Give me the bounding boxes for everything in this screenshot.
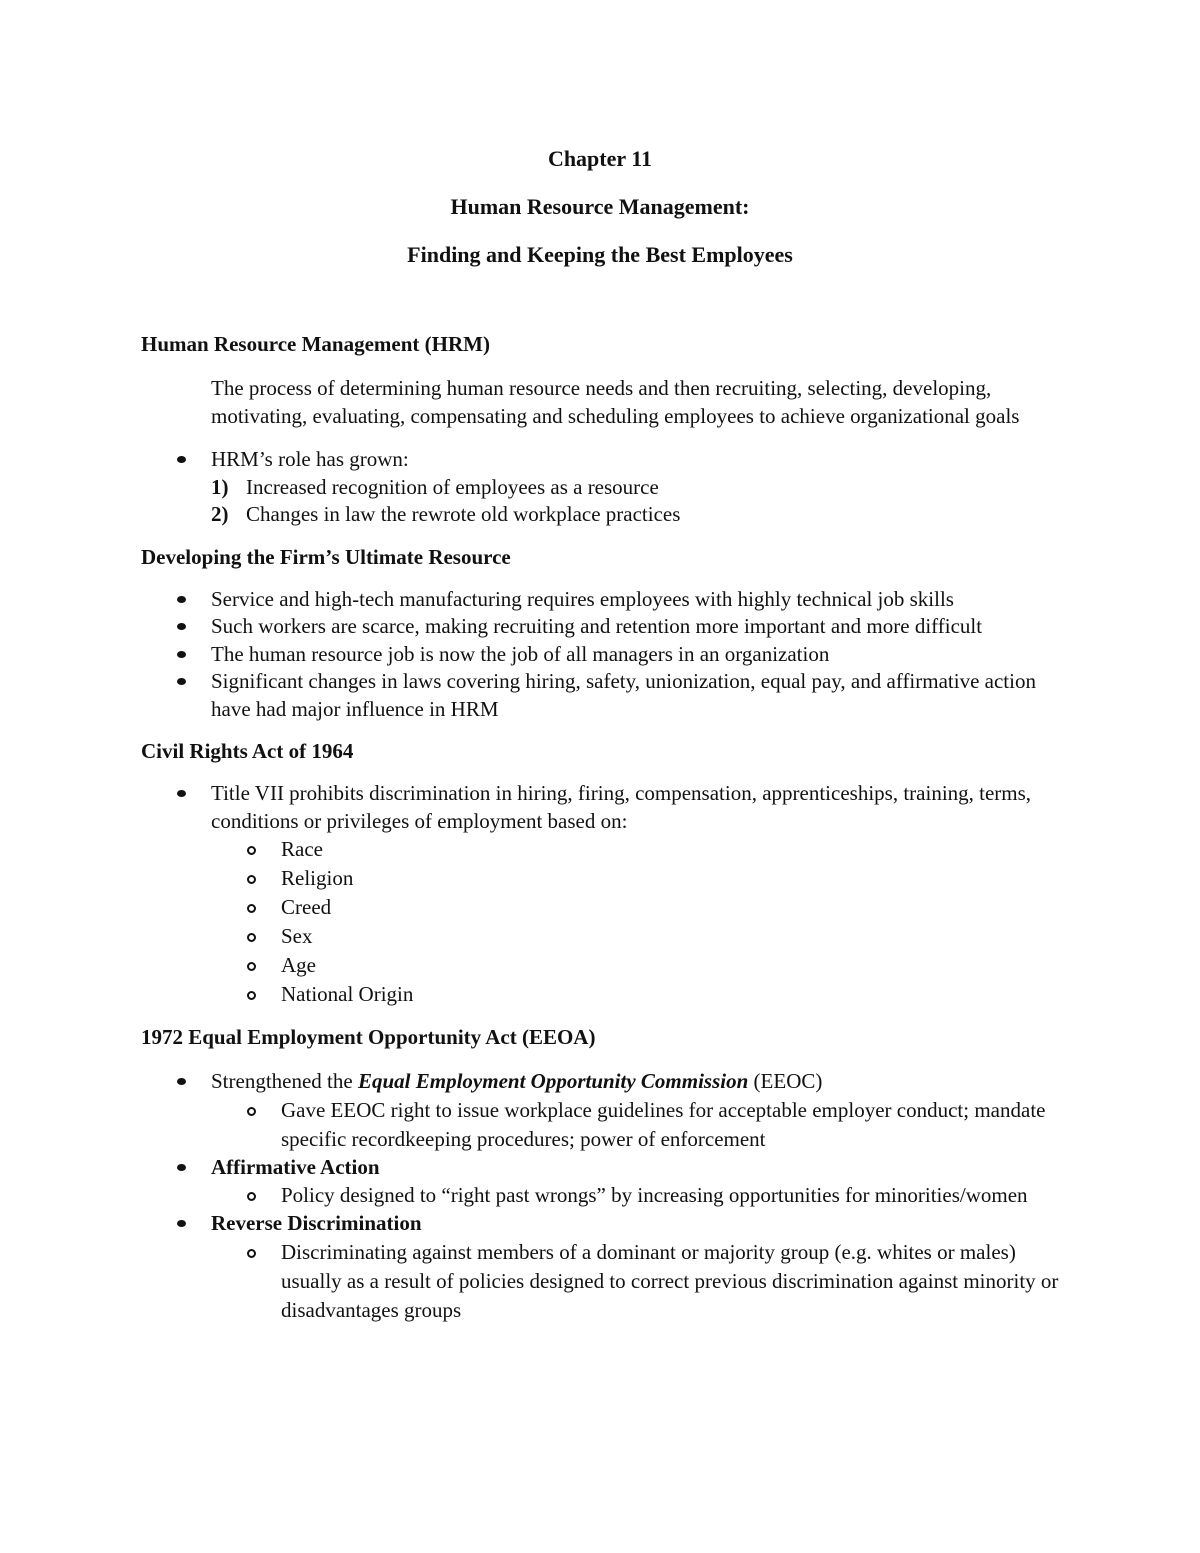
sub-list-item: Gave EEOC right to issue workplace guidelines for acceptable employer conduct; mandate specific recordkeeping procedures; power of enforcement	[211, 1096, 1061, 1154]
reverse-discrimination-sub-list	[211, 1238, 1061, 1325]
list-item: Significant changes in laws covering hiring, safety, unionization, equal pay, and affirmative action have had major influence in HRM	[141, 668, 1061, 723]
item-number: 1)	[211, 474, 229, 499]
sub-list-item: Religion	[211, 864, 1061, 893]
list-item	[141, 1154, 1061, 1211]
eeoa-bullet-list	[141, 1068, 1061, 1325]
eeoc-suffix: (EEOC)	[748, 1069, 823, 1093]
hrm-definition: The process of determining human resource needs and then recruiting, selecting, developing, motivating, evaluating, compensating and scheduling employees to achieve organizational goals	[211, 376, 1020, 428]
title-block	[0, 144, 1200, 288]
sub-list-item: National Origin	[211, 980, 1061, 1009]
item-number: 2)	[211, 502, 229, 526]
affirmative-action-term: Affirmative Action	[211, 1154, 380, 1179]
hrm-role-bullet: HRM’s role has grown:	[211, 447, 409, 471]
item-text: Increased recognition of employees as a resource	[246, 474, 659, 499]
hrm-bullet-list	[141, 446, 1061, 529]
section-heading-civil-rights: Civil Rights Act of 1964	[141, 739, 354, 763]
title-vii-text: Title VII prohibits discrimination in hiring, firing, compensation, apprenticeships, training, terms, conditions or privileges of employment based on:	[211, 781, 1032, 833]
document-body	[141, 331, 1061, 1325]
sub-list-item: Race	[211, 835, 1061, 864]
sub-list-item: Discriminating against members of a dominant or majority group (e.g. whites or males) usually as a result of policies designed to correct previous discrimination against minority or disadvantages groups	[211, 1238, 1061, 1325]
eeoc-sub-list	[211, 1096, 1061, 1154]
reverse-discrimination-term: Reverse Discrimination	[211, 1211, 422, 1235]
list-item	[141, 446, 1061, 529]
affirmative-action-sub-list	[211, 1181, 1061, 1210]
chapter-subtitle: Human Resource Management:	[450, 194, 750, 219]
civil-rights-bullet-list	[141, 780, 1061, 1009]
list-item: The human resource job is now the job of all managers in an organization	[141, 641, 1061, 669]
eeoc-name: Equal Employment Opportunity Commission	[357, 1069, 749, 1093]
list-item	[141, 780, 1061, 1009]
hrm-numbered-list	[211, 474, 1061, 529]
list-item	[141, 1068, 1061, 1154]
section-heading-eeoa: 1972 Equal Employment Opportunity Act (EEOA)	[141, 1025, 596, 1049]
sub-list-item: Age	[211, 951, 1061, 980]
list-item: Service and high-tech manufacturing requires employees with highly technical job skills	[141, 586, 1061, 614]
developing-bullet-list	[141, 586, 1061, 724]
chapter-subtitle-2: Finding and Keeping the Best Employees	[407, 242, 793, 267]
sub-list-item: Policy designed to “right past wrongs” by increasing opportunities for minorities/women	[211, 1181, 1061, 1210]
item-text: Changes in law the rewrote old workplace practices	[246, 502, 681, 526]
sub-list-item: Creed	[211, 893, 1061, 922]
sub-list-item: Sex	[211, 922, 1061, 951]
chapter-title: Chapter 11	[547, 146, 653, 171]
section-heading-hrm: Human Resource Management (HRM)	[141, 332, 490, 356]
list-item: Such workers are scarce, making recruiting and retention more important and more difficult	[141, 613, 1061, 641]
section-heading-developing: Developing the Firm’s Ultimate Resource	[141, 544, 511, 569]
numbered-item	[211, 501, 1061, 529]
numbered-item	[211, 474, 1061, 502]
eeoc-prefix: Strengthened the	[211, 1069, 358, 1093]
list-item	[141, 1210, 1061, 1325]
protected-classes-list	[211, 835, 1061, 1009]
